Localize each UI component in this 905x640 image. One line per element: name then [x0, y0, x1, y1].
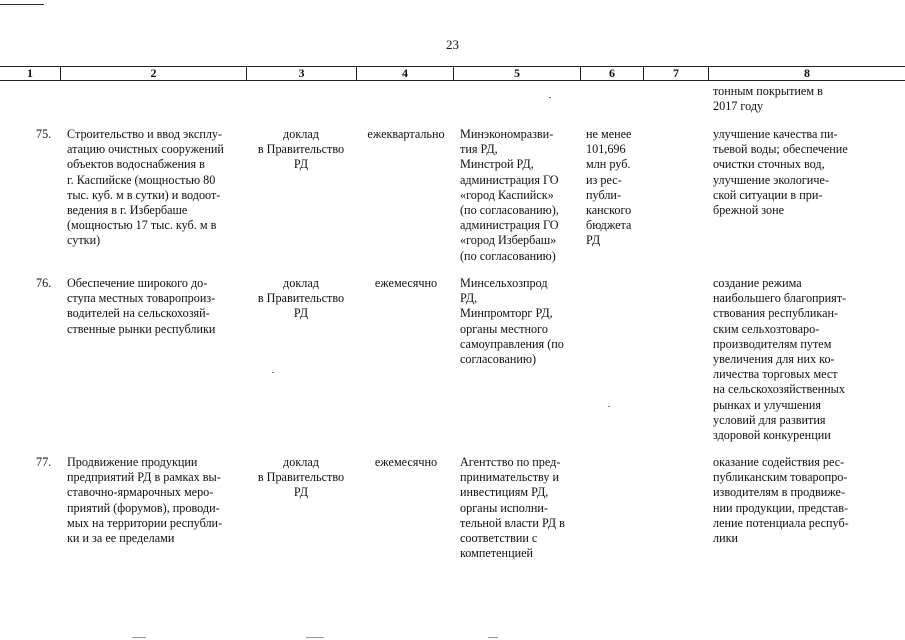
report-form: доклад в Правительство РД — [257, 455, 345, 500]
funding: не менее 101,696 млн руб. из рес- публи- канского бюджета РД — [586, 127, 632, 248]
column-header-8: 8 — [708, 67, 905, 80]
report-period: ежеквартально — [367, 127, 445, 141]
report-form: доклад в Правительство РД — [257, 276, 345, 321]
bottom-mark — [306, 637, 324, 638]
carryover-result: тонным покрытием в 2017 году — [713, 84, 823, 114]
bottom-mark — [488, 637, 498, 638]
measure-name: Обеспечение широкого до- ступа местных товаропроиз- водителей на сельскохозяй- ственные рынки республики — [67, 276, 216, 336]
report-period: ежемесячно — [374, 276, 438, 290]
measure-name: Строительство и ввод эксплу- атацию очистных сооружений объектов водоснабжения в г. Каспийске (мощностью 80 тыс. куб. м в сутки) и водоот- ведения в г. Избербаше (мощностью 17 тыс. куб. м в сутки) — [67, 127, 224, 248]
expected-result: оказание содействия рес- публиканским товаропро- изводителям в продвиже- нии продукции, представ- ление потенциала респуб- лики — [713, 455, 849, 546]
expected-result: создание режима наибольшего благоприят- ствования республикан- ским сельхозтоваро- производителям путем увеличения для них ко- личества торговых мест на сельскохозяйственных рынках и улучшения условий для развития здоровой конкуренции — [713, 276, 847, 443]
executors: Минсельхозпрод РД, Минпромторг РД, органы местного самоуправления (по согласованию) — [460, 276, 564, 367]
column-header-7: 7 — [643, 67, 708, 80]
executors: Агентство по пред- принимательству и инвестициям РД, органы исполни- тельной власти РД в соответствии с компетенцией — [460, 455, 565, 561]
scan-speck — [549, 97, 551, 98]
column-header-3: 3 — [246, 67, 356, 80]
report-form: доклад в Правительство РД — [257, 127, 345, 172]
row-number: 75. — [36, 127, 52, 141]
row-number: 77. — [36, 455, 52, 469]
expected-result: улучшение качества пи- тьевой воды; обеспечение очистки сточных вод, улучшение экологиче- ской ситуации в при- брежной зоне — [713, 127, 848, 218]
measure-name: Продвижение продукции предприятий РД в рамках вы- ставочно-ярмарочных меро- приятий (форумов), проводи- мых на территории республи- ки и за ее пределами — [67, 455, 223, 546]
column-header-4: 4 — [356, 67, 453, 80]
column-header-6: 6 — [580, 67, 643, 80]
column-header-row — [0, 66, 905, 81]
column-header-5: 5 — [453, 67, 580, 80]
report-period: ежемесячно — [374, 455, 438, 469]
row-number: 76. — [36, 276, 52, 290]
column-header-2: 2 — [60, 67, 246, 80]
top-rule — [0, 4, 44, 5]
scan-speck — [272, 372, 274, 373]
page-number: 23 — [446, 37, 459, 52]
scan-speck — [608, 406, 610, 407]
column-header-1: 1 — [27, 66, 33, 80]
bottom-mark — [132, 637, 146, 638]
executors: Минэкономразви- тия РД, Минстрой РД, администрация ГО «город Каспийск» (по согласованию), администрация ГО «город Избербаш» (по согласованию) — [460, 127, 559, 263]
